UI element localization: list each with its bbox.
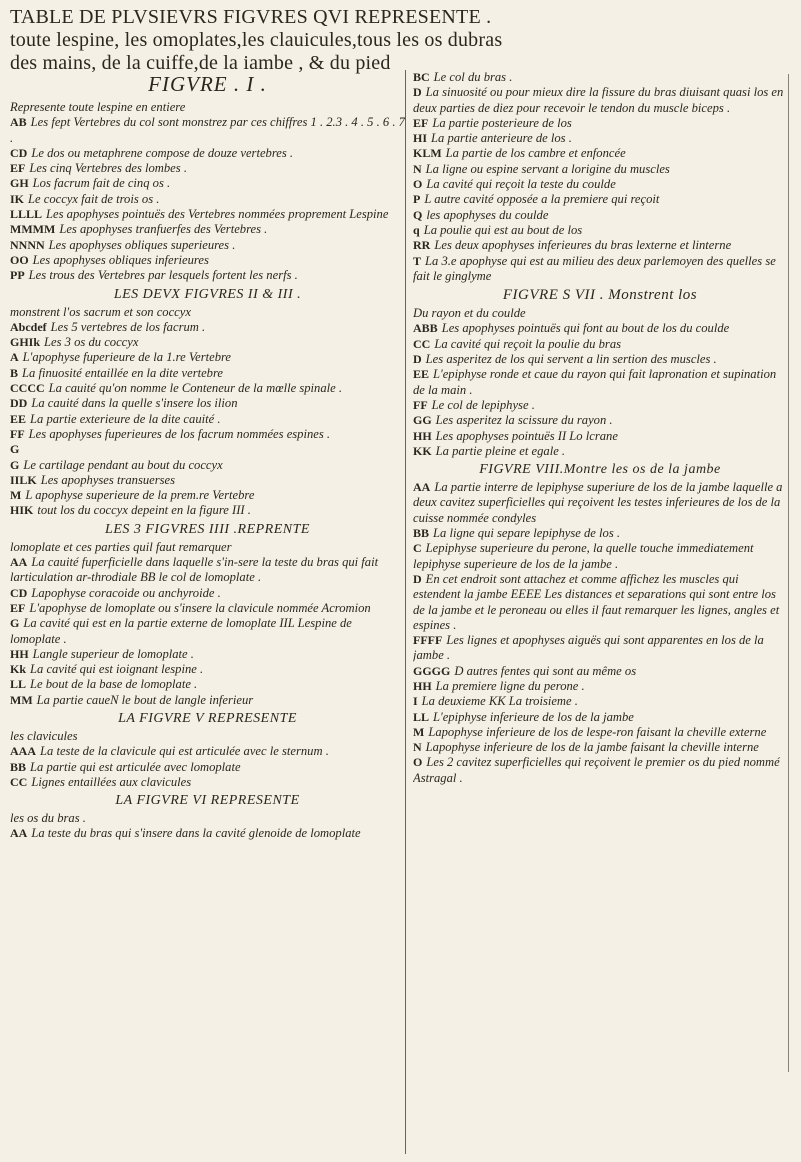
- figure-2-list: [10, 305, 405, 519]
- legend-entry: [10, 555, 405, 586]
- legend-entry: [413, 238, 787, 253]
- legend-text: Le col de lepiphyse .: [431, 397, 535, 412]
- legend-key: GG: [413, 413, 432, 428]
- legend-text: Lapophyse inferieure de los de lespe-ron faisant la cheville externe: [428, 724, 767, 739]
- legend-text: La 3.e apophyse qui est au milieu des deux parlemoyen des quelles se fait le ginglyme: [413, 253, 776, 283]
- legend-key: D: [413, 352, 422, 367]
- legend-text: La cavité qui reçoit la teste du coulde: [426, 177, 616, 192]
- legend-text: Les asperitez de los qui servent a lin sertion des muscles .: [425, 352, 717, 367]
- legend-text: Le cartilage pendant au bout du coccyx: [23, 457, 223, 472]
- legend-entry: [10, 601, 405, 616]
- legend-text: La sinuosité ou pour mieux dire la fissure du bras diuisant quasi los en deux parties de diez pour recevoir le tendon du muscle biceps .: [413, 85, 784, 115]
- legend-text: L'apophyse de lomoplate ou s'insere la clavicule nommée Acromion: [29, 600, 371, 615]
- legend-text: Les apophyses pointuës qui font au bout de los du coulde: [441, 321, 730, 336]
- legend-text: lomoplate et ces parties quil faut remarquer: [10, 539, 232, 554]
- legend-entry: [413, 337, 787, 352]
- legend-entry: [10, 412, 405, 427]
- legend-text: La partie qui est articulée avec lomoplate: [30, 759, 241, 774]
- figure-6-title: LA FIGVRE VI REPRESENTE: [115, 793, 300, 809]
- legend-text: La ligne qui separe lepiphyse de los .: [433, 526, 621, 541]
- legend-entry: [413, 444, 787, 459]
- figure-2-title: LES DEVX FIGVRES II & III .: [113, 286, 302, 302]
- heading-line-3: des mains, de la cuiffe,de la iambe , & du pied: [10, 52, 391, 74]
- legend-entry: [10, 253, 405, 268]
- legend-entry: [10, 427, 405, 442]
- legend-key: AB: [10, 115, 27, 130]
- legend-text: La teste du bras qui s'insere dans la cavité glenoide de lomoplate: [31, 826, 361, 841]
- legend-entry: [10, 616, 405, 647]
- legend-key: Kk: [10, 662, 27, 677]
- legend-key: GH: [10, 176, 29, 191]
- legend-entry: [10, 662, 405, 677]
- legend-key: OO: [10, 252, 29, 267]
- legend-entry: [10, 540, 405, 555]
- legend-text: Represente toute lespine en entiere: [10, 100, 186, 114]
- legend-entry: [413, 131, 787, 146]
- legend-text: Lepiphyse superieure du perone, la quelle touche immediatement lepiphyse superieure de los de la jambe .: [413, 541, 754, 571]
- legend-text: Les apophyses pointuës des Vertebres nommées proprement Lespine: [46, 207, 389, 222]
- legend-text: Lapophyse coracoide ou anchyroide .: [31, 585, 221, 600]
- legend-key: G: [10, 457, 20, 472]
- legend-entry: [10, 647, 405, 662]
- legend-text: Les deux apophyses inferieures du bras lexterne et linterne: [434, 238, 732, 253]
- legend-text: Langle superieur de lomoplate .: [32, 646, 194, 661]
- legend-text: Los facrum fait de cinq os .: [32, 176, 171, 191]
- legend-entry: [10, 586, 405, 601]
- figure-4-title: LES 3 FIGVRES IIII .REPRENTE: [105, 521, 310, 537]
- legend-key: M: [10, 488, 22, 503]
- legend-entry: [10, 396, 405, 411]
- legend-entry: [10, 677, 405, 692]
- legend-text: Les 5 vertebres de los facrum .: [50, 319, 206, 334]
- legend-entry: [10, 473, 405, 488]
- heading-line-2: toute lespine, les omoplates,les clauicules,tous les os dubras: [10, 29, 503, 51]
- legend-entry: [10, 693, 405, 708]
- legend-text: Les apophyses obliques inferieures: [32, 252, 209, 267]
- legend-entry: [413, 254, 787, 285]
- legend-key: FFFF: [413, 633, 443, 648]
- legend-entry: [413, 679, 787, 694]
- legend-entry: [10, 366, 405, 381]
- legend-entry: [413, 162, 787, 177]
- legend-key: DD: [10, 396, 28, 411]
- legend-entry: [413, 572, 787, 633]
- figure-8-list: [413, 480, 787, 786]
- legend-entry: [413, 192, 787, 207]
- legend-entry: [413, 367, 787, 398]
- legend-text: La partie interre de lepiphyse superiure de los de la jambe laquelle a deux cavitez superficielles qui reçoivent les testes inferieures de los de la cuisse nommée condyles: [413, 480, 783, 525]
- legend-entry: [10, 146, 405, 161]
- legend-text: Les asperitez la scissure du rayon .: [435, 413, 613, 428]
- legend-entry: [10, 100, 405, 115]
- legend-key: C: [413, 541, 422, 556]
- legend-text: La partie anterieure de los .: [431, 131, 572, 146]
- legend-entry: [10, 320, 405, 335]
- legend-key: HH: [10, 646, 29, 661]
- bras-list: [413, 70, 787, 284]
- legend-text: L autre cavité opposée a la premiere qui reçoit: [424, 192, 660, 207]
- legend-entry: [413, 352, 787, 367]
- legend-key: O: [413, 755, 423, 770]
- legend-text: La cavité qui est ioignant lespine .: [30, 662, 204, 677]
- legend-key: RR: [413, 238, 431, 253]
- legend-text: L'apophyse fuperieure de la 1.re Vertebre: [22, 350, 232, 365]
- legend-entry: [10, 115, 405, 146]
- legend-entry: [413, 208, 787, 223]
- legend-text: Les apophyses fuperieures de los facrum nommées espines .: [28, 426, 331, 441]
- legend-key: G: [10, 616, 20, 631]
- legend-key: FF: [413, 397, 428, 412]
- legend-text: Les 3 os du coccyx: [44, 335, 139, 350]
- legend-key: EE: [10, 411, 27, 426]
- legend-entry: [10, 381, 405, 396]
- legend-key: CC: [413, 336, 431, 351]
- legend-text: Les lignes et apophyses aiguës qui sont apparentes en los de la jambe .: [413, 633, 764, 663]
- figure-1-list: [10, 100, 405, 284]
- legend-key: LL: [413, 709, 430, 724]
- legend-key: D: [413, 571, 422, 586]
- legend-key: HI: [413, 131, 428, 146]
- figure-5-list: [10, 729, 405, 790]
- legend-text: Le col du bras .: [433, 70, 513, 84]
- legend-key: AA: [10, 555, 28, 570]
- legend-key: I: [413, 694, 418, 709]
- legend-text: Les apophyses tranfuerfes des Vertebres .: [59, 222, 268, 237]
- legend-key: IILK: [10, 472, 37, 487]
- legend-key: KLM: [413, 146, 442, 161]
- legend-text: Les trous des Vertebres par lesquels fortent les nerfs .: [28, 268, 298, 283]
- figure-7-list: [413, 306, 787, 459]
- legend-entry: [10, 458, 405, 473]
- legend-entry: [10, 238, 405, 253]
- legend-text: D autres fentes qui sont au même os: [454, 663, 637, 678]
- legend-key: Abcdef: [10, 319, 47, 334]
- legend-entry: [413, 85, 787, 116]
- legend-key: CD: [10, 145, 28, 160]
- legend-text: La partie de los cambre et enfoncée: [445, 146, 626, 161]
- legend-text: Lapophyse inferieure de los de la jambe faisant la cheville interne: [425, 740, 759, 755]
- legend-text: La cauité fuperficielle dans laquelle s'in-sere la teste du bras qui fait larticulation ar-throdiale BB le col de lomoplate .: [10, 555, 379, 585]
- legend-entry: [10, 192, 405, 207]
- legend-text: Lignes entaillées aux clavicules: [31, 774, 192, 789]
- legend-text: La ligne ou espine servant a lorigine du muscles: [425, 161, 670, 176]
- legend-key: PP: [10, 268, 25, 283]
- legend-text: La cavité qui reçoit la poulie du bras: [434, 336, 622, 351]
- legend-key: AAA: [10, 744, 36, 759]
- legend-key: ABB: [413, 321, 438, 336]
- legend-entry: [413, 70, 787, 85]
- legend-key: T: [413, 253, 422, 268]
- legend-entry: [413, 429, 787, 444]
- legend-entry: [10, 161, 405, 176]
- figure-5-title: LA FIGVRE V REPRESENTE: [118, 710, 297, 726]
- legend-entry: [413, 755, 787, 786]
- legend-entry: [10, 503, 405, 518]
- legend-entry: [10, 488, 405, 503]
- legend-text: La finuosité entaillée en la dite vertebre: [22, 365, 223, 380]
- legend-key: O: [413, 177, 423, 192]
- legend-key: MM: [10, 692, 33, 707]
- figure-4-list: [10, 540, 405, 708]
- legend-key: EE: [413, 367, 430, 382]
- legend-text: La partie posterieure de los: [432, 115, 572, 130]
- legend-entry: [10, 826, 405, 841]
- figure-8-title: FIGVRE VIII.Montre les os de la jambe: [479, 462, 721, 478]
- legend-text: Les fept Vertebres du col sont monstrez par ces chiffres 1 . 2.3 . 4 . 5 . 6 . 7 .: [10, 115, 405, 145]
- legend-key: AA: [413, 480, 431, 495]
- right-frame-rule: [788, 74, 789, 1072]
- legend-key: BB: [413, 526, 430, 541]
- legend-key: LL: [10, 677, 27, 692]
- legend-text: les clavicules: [10, 728, 78, 743]
- legend-key: MMMM: [10, 222, 56, 237]
- legend-entry: [413, 146, 787, 161]
- legend-entry: [413, 710, 787, 725]
- legend-key: CD: [10, 585, 28, 600]
- legend-text: L'epiphyse ronde et caue du rayon qui fait lapronation et supination de la main .: [413, 367, 777, 397]
- legend-key: HH: [413, 678, 432, 693]
- legend-entry: [413, 223, 787, 238]
- legend-text: Le bout de la base de lomoplate .: [30, 677, 198, 692]
- legend-text: Les 2 cavitez superficielles qui reçoivent le premier os du pied nommé Astragal .: [413, 755, 780, 785]
- legend-text: La deuxieme KK La troisieme .: [421, 694, 578, 709]
- legend-key: HH: [413, 428, 432, 443]
- legend-key: GHIk: [10, 335, 41, 350]
- legend-entry: [413, 541, 787, 572]
- legend-text: Le coccyx fait de trois os .: [28, 191, 160, 206]
- legend-key: HIK: [10, 503, 34, 518]
- legend-entry: [10, 350, 405, 365]
- legend-text: Du rayon et du coulde: [413, 306, 526, 321]
- legend-key: EF: [10, 600, 26, 615]
- legend-key: A: [10, 350, 19, 365]
- figure-6-list: [10, 811, 405, 842]
- legend-entry: [10, 775, 405, 790]
- legend-key: BC: [413, 70, 430, 84]
- legend-entry: [413, 398, 787, 413]
- legend-entry: [413, 694, 787, 709]
- legend-text: L'epiphyse inferieure de los de la jambe: [433, 709, 634, 724]
- legend-entry: [413, 321, 787, 336]
- legend-text: monstrent l'os sacrum et son coccyx: [10, 304, 191, 319]
- legend-entry: [10, 760, 405, 775]
- legend-entry: [413, 740, 787, 755]
- legend-text: La partie exterieure de la dite cauité .: [30, 411, 221, 426]
- legend-entry: [413, 725, 787, 740]
- legend-key: AA: [10, 826, 28, 841]
- legend-text: Les apophyses obliques superieures .: [48, 237, 236, 252]
- legend-key: CC: [10, 774, 28, 789]
- legend-text: En cet endroit sont attachez et comme affichez les muscles qui estendent la jambe EEEE Les distances et separations qui sont entre los de la jambe et le peroneau ou elles il faut remarquer les lignes, angles et espines .: [413, 571, 780, 632]
- legend-text: La cauité dans la quelle s'insere los ilion: [31, 396, 238, 411]
- legend-entry: [413, 116, 787, 131]
- legend-text: Les apophyses pointuës II Lo lcrane: [435, 428, 618, 443]
- legend-key: N: [413, 740, 422, 755]
- legend-entry: [10, 305, 405, 320]
- legend-key: EF: [413, 115, 429, 130]
- legend-key: N: [413, 161, 422, 176]
- legend-entry: [10, 222, 405, 237]
- right-column: [413, 70, 787, 1154]
- legend-entry: [413, 480, 787, 526]
- legend-text: les apophyses du coulde: [426, 207, 549, 222]
- legend-text: Les cinq Vertebres des lombes .: [29, 161, 187, 176]
- legend-entry: [413, 177, 787, 192]
- left-column: [10, 70, 406, 1154]
- legend-key: BB: [10, 759, 27, 774]
- legend-key: G: [10, 442, 20, 457]
- legend-key: EF: [10, 161, 26, 176]
- legend-entry: [10, 207, 405, 222]
- legend-entry: [10, 335, 405, 350]
- figure-1-title: FIGVRE . I .: [148, 72, 267, 96]
- legend-key: KK: [413, 443, 432, 458]
- legend-text: Les apophyses transuerses: [40, 472, 176, 487]
- legend-key: M: [413, 724, 425, 739]
- legend-text: La partie caueN le bout de langle inferieur: [36, 692, 254, 707]
- legend-key: D: [413, 85, 422, 100]
- legend-key: P: [413, 192, 421, 207]
- legend-key: IK: [10, 191, 25, 206]
- legend-text: La poulie qui est au bout de los: [423, 222, 583, 237]
- legend-entry: [10, 176, 405, 191]
- legend-text: L apophyse superieure de la prem.re Vertebre: [25, 488, 255, 503]
- legend-entry: [413, 306, 787, 321]
- legend-key: Q: [413, 207, 423, 222]
- legend-key: LLLL: [10, 207, 43, 222]
- legend-key: CCCC: [10, 381, 45, 396]
- legend-key: B: [10, 365, 19, 380]
- table-heading: [10, 6, 791, 75]
- legend-entry: [10, 811, 405, 826]
- heading-line-1: TABLE DE PLVSIEVRS FIGVRES QVI REPRESENTE .: [10, 6, 492, 28]
- legend-entry: [413, 664, 787, 679]
- legend-text: La cavité qui est en la partie externe de lomoplate IIL Lespine de lomoplate .: [10, 616, 352, 646]
- legend-entry: [413, 413, 787, 428]
- columns: [10, 70, 791, 1154]
- legend-text: La teste de la clavicule qui est articulée avec le sternum .: [40, 744, 329, 759]
- legend-entry: [413, 526, 787, 541]
- legend-text: La premiere ligne du perone .: [435, 678, 585, 693]
- legend-entry: [10, 744, 405, 759]
- legend-entry: [10, 442, 405, 457]
- legend-key: FF: [10, 426, 25, 441]
- figure-7-title: FIGVRE S VII . Monstrent los: [502, 287, 698, 304]
- legend-text: Le dos ou metaphrene compose de douze vertebres .: [31, 145, 294, 160]
- legend-text: La partie pleine et egale .: [435, 443, 566, 458]
- legend-entry: [10, 268, 405, 283]
- legend-text: les os du bras .: [10, 811, 86, 826]
- legend-text: tout los du coccyx depeint en la figure III .: [37, 503, 251, 518]
- legend-entry: [10, 729, 405, 744]
- legend-key: NNNN: [10, 237, 45, 252]
- legend-key: GGGG: [413, 663, 451, 678]
- legend-entry: [413, 633, 787, 664]
- legend-text: La cauité qu'on nomme le Conteneur de la mœlle spinale .: [48, 381, 343, 396]
- legend-key: q: [413, 222, 420, 237]
